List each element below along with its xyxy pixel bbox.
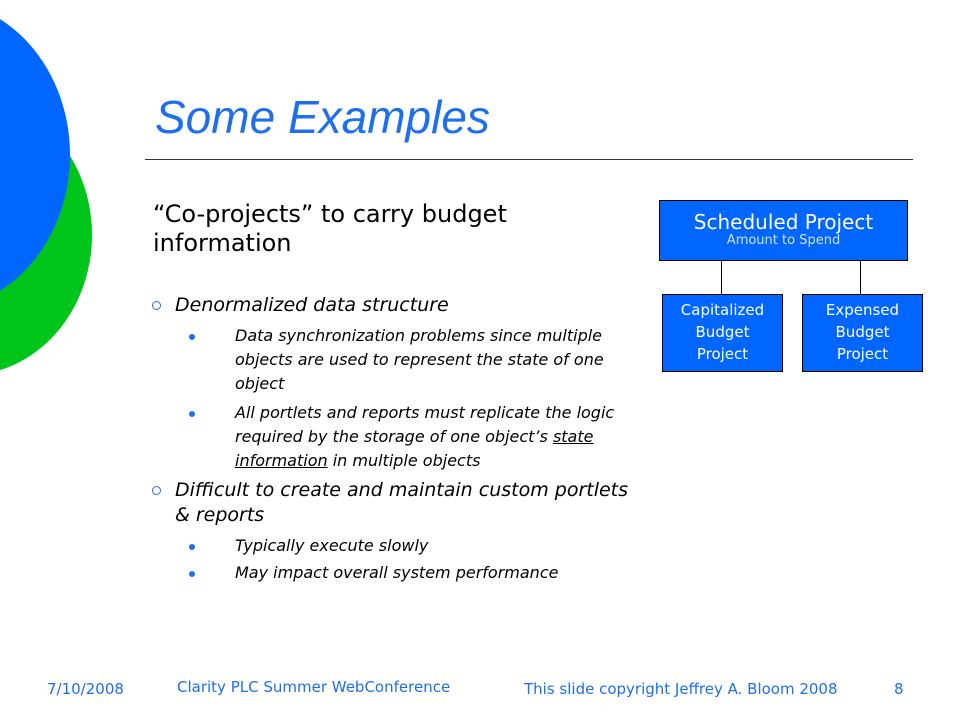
sub-bullet-item [150, 324, 645, 396]
scheduled-project-box [659, 200, 908, 261]
bullet-text: Denormalized data structure [175, 294, 449, 316]
bullet-text: Difficult to create and maintain custom portlets & reports [175, 479, 629, 526]
footer-copyright: This slide copyright Jeffrey A. Bloom 2008 [524, 680, 838, 698]
sub-bullet-item [150, 561, 645, 585]
bullet-item [150, 293, 645, 318]
box-line: Budget [695, 323, 750, 341]
slide-subtitle: “Co-projects” to carry budget information [153, 200, 507, 257]
sub-bullet-text: May impact overall system performance [235, 563, 559, 582]
box-line: Capitalized [680, 301, 765, 319]
footer-conference: Clarity PLC Summer WebConference [177, 678, 451, 696]
sub-bullet-text: Typically execute slowly [235, 536, 429, 555]
hollow-circle-bullet-icon [152, 486, 161, 495]
sub-bullet-text-pre: All portlets and reports must replicate the logic required by the storage of one object’s [235, 403, 615, 446]
box-line: Expensed [825, 301, 900, 319]
bullet-list [150, 293, 645, 590]
sub-bullet-text-post: in multiple objects [327, 451, 481, 470]
expensed-budget-project-box [802, 294, 923, 372]
sub-bullet-item [150, 534, 645, 558]
capitalized-budget-project-box [662, 294, 783, 372]
scheduled-project-subtitle: Amount to Spend [726, 233, 841, 248]
box-line: Budget [835, 323, 890, 341]
dot-bullet-icon [189, 544, 195, 550]
dot-bullet-icon [189, 411, 195, 417]
bullet-item [150, 478, 645, 528]
state-information-underlined: state information [235, 427, 594, 470]
box-line: Project [836, 345, 889, 363]
footer-date: 7/10/2008 [47, 680, 124, 698]
title-divider [145, 159, 913, 160]
sub-bullet-text: Data synchronization problems since multiple objects are used to represent the state of one object [235, 326, 604, 393]
scheduled-project-title: Scheduled Project [693, 210, 874, 234]
hollow-circle-bullet-icon [152, 301, 161, 310]
dot-bullet-icon [189, 334, 195, 340]
connector-line-left [721, 261, 722, 294]
sub-bullet-item [150, 401, 645, 473]
box-line: Project [696, 345, 749, 363]
slide-title: Some Examples [155, 91, 490, 143]
footer-page-number: 8 [894, 680, 904, 698]
dot-bullet-icon [189, 571, 195, 577]
connector-line-right [860, 261, 861, 294]
